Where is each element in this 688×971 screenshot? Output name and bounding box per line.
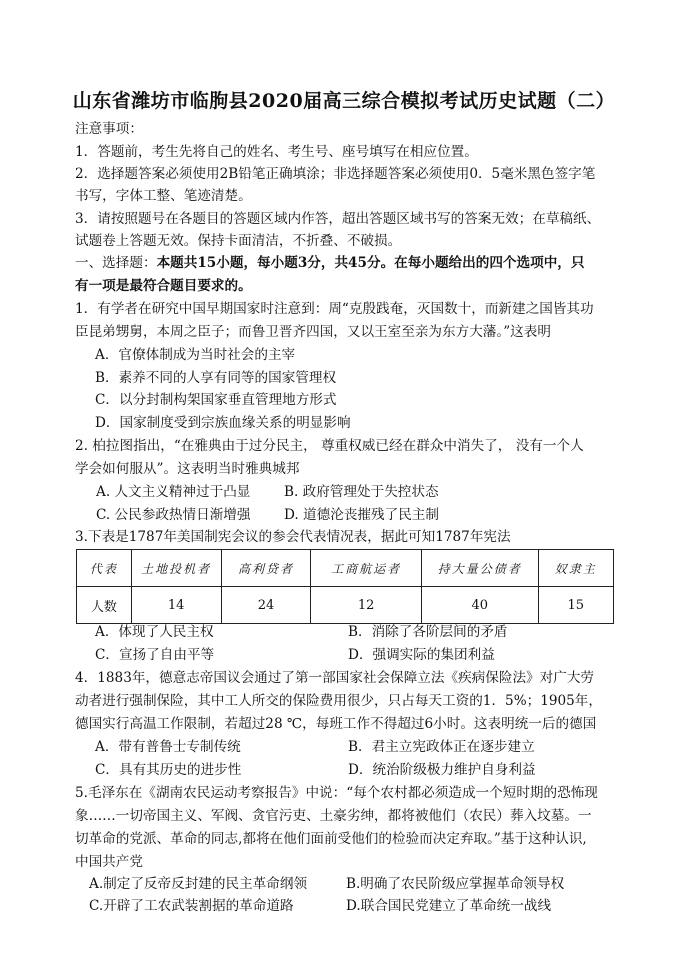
section-heading [75, 253, 584, 273]
page-title: 山东省潍坊市临朐县2020届高三综合模拟考试历史试题（二） [72, 90, 616, 112]
notice-item: 3．请按照题号在各题目的答题区域内作答，超出答题区域书写的答案无效；在草稿纸、 [75, 211, 601, 227]
notice-item: 2．选择题答案必须使用2B铅笔正确填涂；非选择题答案必须使用0．5毫米黑色签字笔 [75, 166, 596, 182]
question-5-stem: 切革命的党派、革命的同志,都将在他们面前受他们的检验而决定弃取。”基于这种认识, [75, 831, 587, 847]
notice-item: 1．答题前，考生先将自己的姓名、考生号、座号填写在相应位置。 [75, 144, 478, 160]
question-1-option-b: B．素养不同的人享有同等的国家管理权 [95, 370, 337, 386]
question-1-stem: 臣昆弟甥舅，本周之臣子；而鲁卫晋齐四国，又以王室至亲为东方大藩。”这表明 [75, 324, 551, 340]
table-cell: 15 [538, 587, 613, 624]
question-2-option-b: B. 政府管理处于失控状态 [284, 484, 439, 500]
table-cell: 14 [131, 587, 221, 624]
table-header-cell: 高利贷者 [221, 550, 311, 587]
question-4-stem: 德国实行高温工作限制，若超过28 ℃，每班工作不得超过6小时。这表明统一后的德国 [75, 716, 597, 732]
question-4-stem: 动者进行强制保险，其中工人所交的保险费用很少，只占每天工资的1．5%；1905年， [75, 693, 602, 709]
table-header-cell: 持大量公债者 [421, 550, 538, 587]
question-5-stem: 5.毛泽东在《湖南农民运动考察报告》中说：“每个农村都必须造成一个短时期的恐怖现 [75, 785, 598, 801]
question-1-option-d: D．国家制度受到宗族血缘关系的明显影响 [95, 415, 351, 431]
section-label: 一、选择题： [75, 255, 157, 271]
question-2-option-d: D. 道德沦丧摧残了民主制 [284, 507, 439, 523]
section-instruction: 有一项是最符合题目要求的。 [75, 278, 252, 294]
question-3-stem: 3.下表是1787年美国制宪会议的参会代表情况表，据此可知1787年宪法 [75, 529, 511, 545]
table-header-cell: 工商航运者 [311, 550, 421, 587]
question-2-option-a: A. 人文主义精神过于凸显 [96, 484, 251, 500]
table-header-cell: 土地投机者 [131, 550, 221, 587]
question-5-option-a: A.制定了反帝反封建的民主革命纲领 [89, 876, 308, 892]
question-3-option-c: C．宣扬了自由平等 [95, 647, 215, 663]
question-2-stem: 学会如何服从”。这表明当时雅典城邦 [75, 461, 300, 477]
table-row-label: 人数 [77, 587, 132, 624]
question-3-option-a: A．体现了人民主权 [95, 624, 214, 640]
question-4-option-c: C．具有其历史的进步性 [95, 762, 242, 778]
notice-item: 试题卷上答题无效。保持卡面清洁，不折叠、不破损。 [75, 233, 402, 249]
question-5-stem: 中国共产党 [75, 854, 143, 870]
table-cell: 12 [311, 587, 421, 624]
question-4-option-b: B．君主立宪政体正在逐步建立 [348, 739, 535, 755]
table-header-cell: 代表 [77, 550, 132, 587]
table-cell: 40 [421, 587, 538, 624]
question-1-option-c: C．以分封制构架国家垂直管理地方形式 [95, 392, 337, 408]
table-header-row [77, 550, 614, 587]
section-instruction: 本题共15小题，每小题3分，共45分。在每小题给出的四个选项中，只 [156, 255, 585, 271]
table-header-cell: 奴隶主 [538, 550, 613, 587]
delegates-table [76, 549, 614, 624]
question-4-stem: 4．1883年，德意志帝国议会通过了第一部国家社会保障立法《疾病保险法》对广大劳 [75, 670, 595, 686]
question-1-stem: 1．有学者在研究中国早期国家时注意到：周“克殷践奄，灭国数十，而新建之国皆其功 [75, 301, 594, 317]
question-2-stem: 2. 柏拉图指出，“在雅典由于过分民主， 尊重权威已经在群众中消失了， 没有一个人 [75, 438, 584, 454]
notice-heading: 注意事项： [75, 121, 143, 137]
question-5-option-c: C.开辟了工农武装割据的革命道路 [89, 898, 294, 914]
question-4-option-d: D．统治阶级极力维护自身利益 [348, 762, 536, 778]
question-5-option-d: D.联合国民党建立了革命统一战线 [346, 898, 552, 914]
table-row [77, 587, 614, 624]
question-3-option-b: B．消除了各阶层间的矛盾 [348, 624, 508, 640]
question-4-option-a: A．带有普鲁士专制传统 [95, 739, 241, 755]
notice-item: 书写，字体工整、笔迹清楚。 [75, 188, 252, 204]
question-5-stem: 象……一切帝国主义、军阀、贪官污吏、土豪劣绅，都将被他们（农民）葬入坟墓。一 [75, 808, 592, 824]
question-2-option-c: C. 公民参政热情日渐增强 [96, 507, 251, 523]
table-cell: 24 [221, 587, 311, 624]
question-1-option-a: A．官僚体制成为当时社会的主宰 [95, 347, 296, 363]
question-5-option-b: B.明确了农民阶级应掌握革命领导权 [346, 876, 565, 892]
question-3-option-d: D．强调实际的集团利益 [348, 647, 495, 663]
